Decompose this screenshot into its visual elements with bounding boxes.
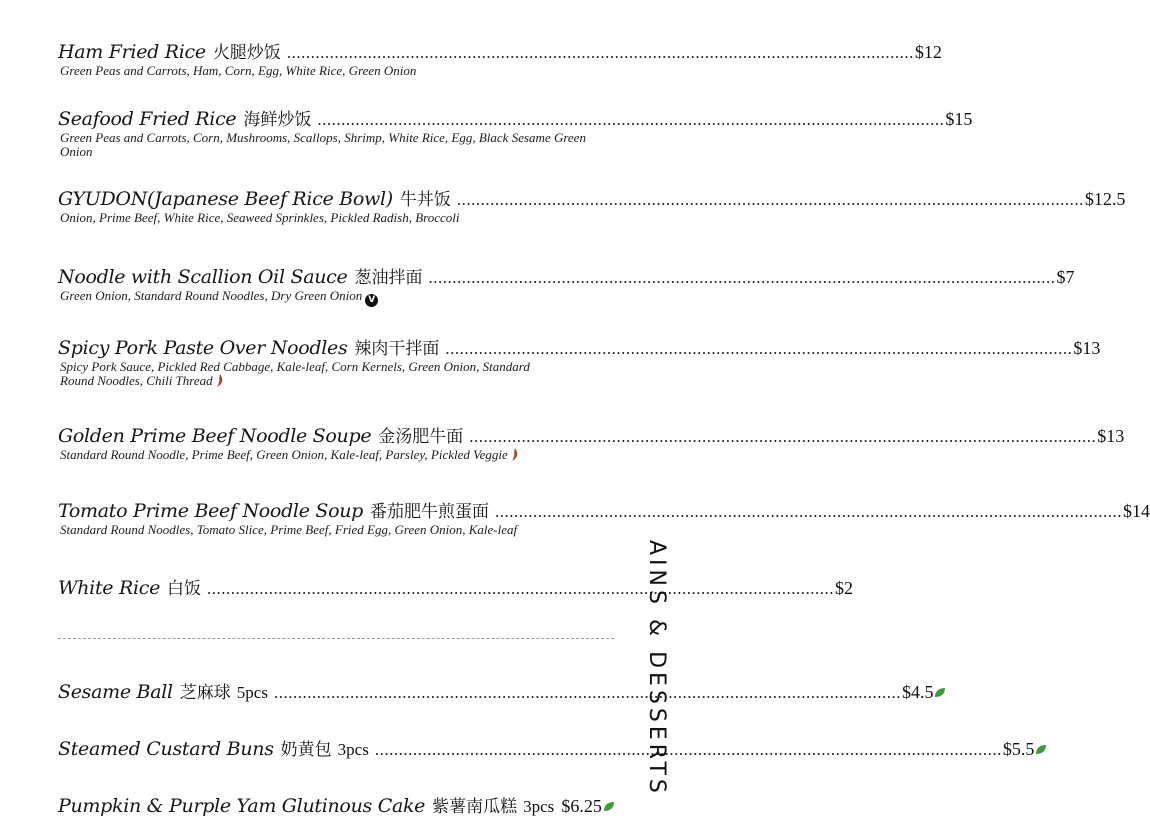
section-divider — [58, 638, 614, 639]
item-quantity: 3pcs — [523, 797, 555, 816]
side-label-text: AINS & DESSERTS — [644, 540, 669, 797]
menu-item-sesame-ball — [58, 678, 934, 703]
item-description: Green Peas and Carrots, Ham, Corn, Egg, White Rice, Green Onion — [60, 63, 417, 78]
item-description — [60, 360, 540, 388]
item-chinese-name: 海鲜炒饭 — [243, 110, 312, 130]
leader-dots: .................................................................................................................................... — [317, 110, 945, 129]
item-quantity: 3pcs — [337, 740, 369, 759]
item-chinese-name: 辣肉干拌面 — [354, 339, 440, 359]
veg-badge-icon: V — [365, 294, 378, 307]
item-description-text: Spicy Pork Sauce, Pickled Red Cabbage, Kale-leaf, Corn Kernels, Green Onion, Standard Round Noodles, Chili Thread — [60, 359, 530, 388]
item-name: Tomato Prime Beef Noodle Soup — [58, 500, 364, 522]
item-name: Ham Fried Rice — [58, 41, 206, 63]
item-description-text: Standard Round Noodle, Prime Beef, Green Onion, Kale-leaf, Parsley, Pickled Veggie — [60, 447, 508, 462]
menu-item-steamed-custard-buns — [58, 735, 1035, 760]
item-quantity: 5pcs — [236, 683, 268, 702]
item-price: $12 — [914, 42, 942, 62]
leader-dots: .................................................................................................................................... — [273, 683, 901, 702]
menu-item-pumpkin-yam-cake — [58, 792, 614, 817]
item-price: $7 — [1056, 267, 1075, 287]
item-price: $14 — [1123, 501, 1150, 521]
item-description: Onion, Prime Beef, White Rice, Seaweed Sprinkles, Pickled Radish, Broccoli — [60, 210, 460, 225]
menu-item-golden-beef-noodle-soup — [58, 422, 1125, 462]
item-description: Green Peas and Carrots, Corn, Mushrooms, Scallops, Shrimp, White Rice, Egg, Black Sesame Green Onion — [60, 130, 586, 159]
leader-dots: .................................................................................................................................... — [445, 339, 1073, 358]
item-description — [60, 448, 620, 462]
menu-item-seafood-fried-rice — [58, 105, 973, 159]
leader-dots: .................................................................................................................................... — [456, 190, 1084, 209]
item-chinese-name: 牛丼饭 — [399, 190, 451, 210]
item-price: $13 — [1097, 426, 1125, 446]
item-chinese-name: 葱油拌面 — [354, 268, 423, 288]
item-name: Sesame Ball — [58, 681, 173, 703]
item-chinese-name: 白饭 — [167, 579, 202, 599]
item-price: $6.25 — [561, 796, 602, 816]
menu-item-ham-fried-rice — [58, 38, 942, 78]
item-chinese-name: 番茄肥牛煎蛋面 — [370, 502, 490, 522]
menu-item-scallion-oil-noodle — [58, 263, 1075, 307]
item-description: Standard Round Noodles, Tomato Slice, Prime Beef, Fried Egg, Green Onion, Kale-leaf — [60, 522, 518, 537]
leader-dots: .................................................................................................................................... — [495, 502, 1123, 521]
item-description-text: Green Onion, Standard Round Noodles, Dry Green Onion — [60, 288, 363, 303]
leader-dots: .................................................................................................................................... — [428, 268, 1056, 287]
item-price: $2 — [835, 578, 854, 598]
chili-icon — [510, 449, 519, 462]
item-price: $15 — [945, 109, 973, 129]
item-chinese-name: 金汤肥牛面 — [378, 427, 464, 447]
item-name: Golden Prime Beef Noodle Soupe — [58, 425, 372, 447]
leaf-icon — [934, 687, 946, 698]
leader-dots: .................................................................................................................................... — [469, 427, 1097, 446]
item-name: Steamed Custard Buns — [58, 738, 274, 760]
item-price: $4.5 — [901, 682, 934, 702]
item-price: $12.5 — [1084, 189, 1126, 209]
menu-item-tomato-beef-noodle-soup — [58, 497, 1150, 537]
menu-item-spicy-pork-noodles — [58, 334, 1101, 388]
leaf-icon — [1035, 744, 1047, 755]
item-price: $5.5 — [1002, 739, 1035, 759]
item-name: Noodle with Scallion Oil Sauce — [58, 266, 348, 288]
item-name: GYUDON(Japanese Beef Rice Bowl) — [58, 188, 393, 210]
item-name: White Rice — [58, 577, 161, 599]
leader-dots: .................................................................................................................................... — [286, 43, 914, 62]
menu-item-white-rice — [58, 574, 854, 599]
item-name: Seafood Fried Rice — [58, 108, 237, 130]
item-name: Spicy Pork Paste Over Noodles — [58, 337, 348, 359]
section-side-label — [642, 540, 672, 840]
leader-dots: .................................................................................................................................... — [207, 579, 835, 598]
leaf-icon — [603, 801, 615, 812]
item-chinese-name: 奶黄包 — [280, 740, 332, 760]
chili-icon — [215, 375, 224, 388]
leader-dots: .................................................................................................................................... — [374, 740, 1002, 759]
item-name: Pumpkin & Purple Yam Glutinous Cake — [58, 795, 426, 817]
item-price: $13 — [1073, 338, 1101, 358]
item-chinese-name: 紫薯南瓜糕 — [432, 797, 518, 817]
item-chinese-name: 火腿炒饭 — [212, 43, 281, 63]
menu-item-gyudon — [58, 185, 1126, 225]
item-description — [60, 289, 620, 307]
item-chinese-name: 芝麻球 — [179, 683, 231, 703]
